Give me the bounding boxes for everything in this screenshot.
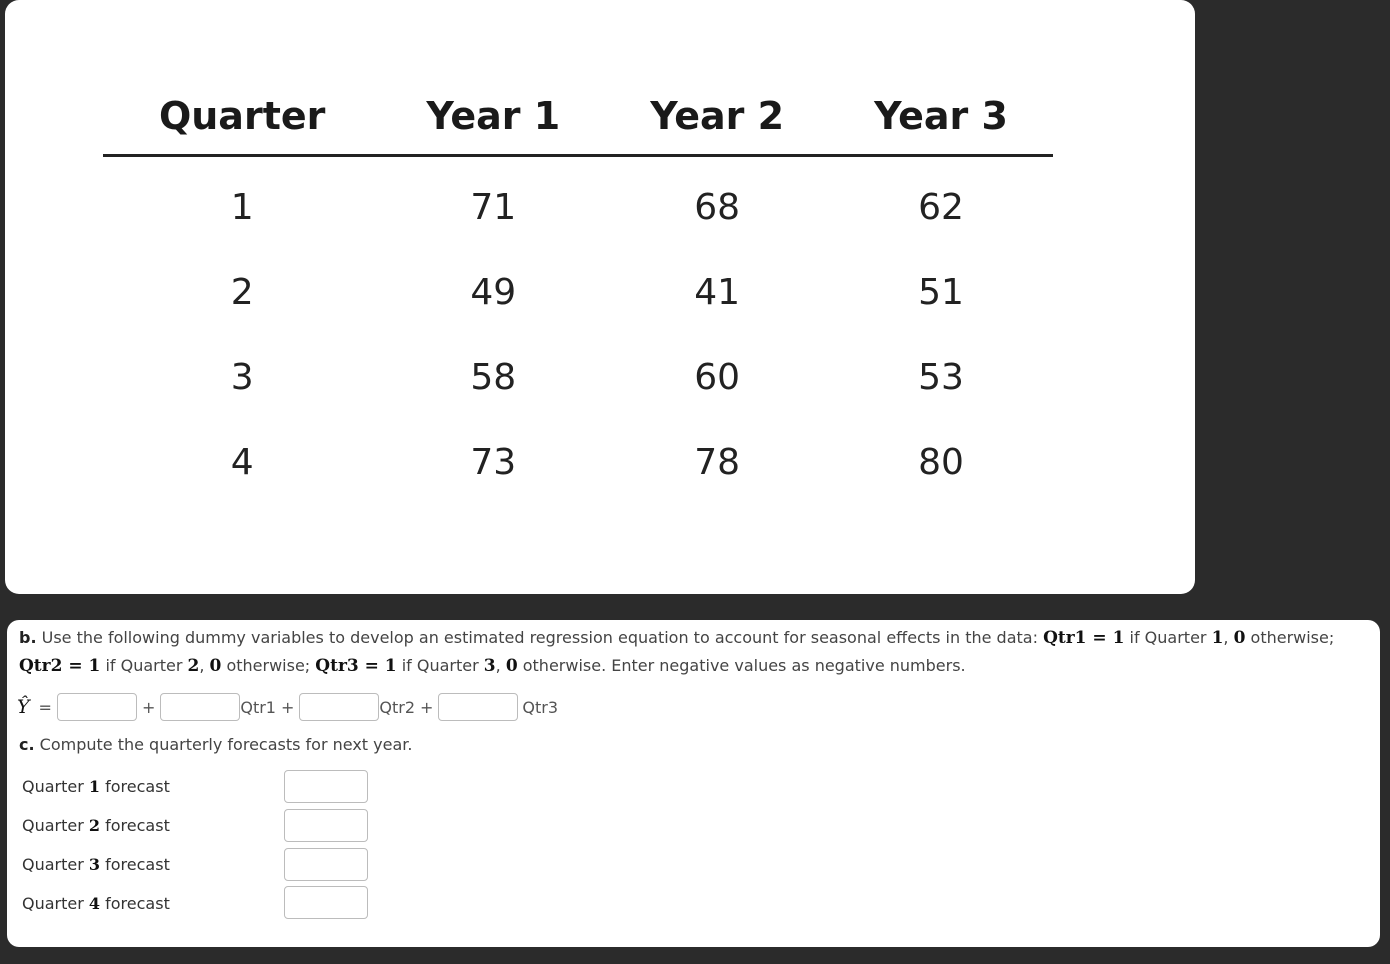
forecast-prefix: Quarter [22, 777, 89, 796]
forecast-quarter-number: 3 [88, 855, 101, 874]
part-c-instructions [19, 735, 412, 754]
qtr1-variable-label: Qtr1 [240, 697, 276, 717]
quarter-3-forecast-label [22, 855, 170, 874]
regression-equation-row [17, 691, 558, 723]
question-card [7, 620, 1380, 947]
zero-value: 0 [1233, 628, 1246, 648]
forecast-suffix: forecast [100, 816, 170, 835]
part-c-text: Compute the quarterly forecasts for next year. [34, 735, 413, 754]
comma: , [495, 656, 506, 675]
header-year-1: Year 1 [381, 78, 605, 156]
table-row [103, 165, 1053, 250]
quarter-2-forecast-label [22, 816, 170, 835]
table-cell: 41 [694, 272, 741, 313]
table-row [103, 335, 1053, 420]
table-cell: 68 [694, 187, 741, 228]
quarter-number: 1 [1211, 628, 1224, 648]
table-cell: 53 [918, 357, 964, 398]
part-c-label: c. [19, 735, 35, 754]
quarter-3-forecast-input[interactable] [284, 848, 368, 881]
table-cell: 3 [230, 357, 254, 398]
forecast-suffix: forecast [100, 894, 170, 913]
zero-value: 0 [505, 656, 518, 676]
forecast-prefix: Quarter [22, 816, 89, 835]
data-table-card [5, 0, 1195, 594]
forecast-prefix: Quarter [22, 855, 89, 874]
otherwise-text: otherwise. Enter negative values as negative numbers. [517, 656, 966, 675]
otherwise-text: otherwise; [1245, 628, 1335, 647]
header-year-2: Year 2 [605, 78, 829, 156]
quarter-1-forecast-input[interactable] [284, 770, 368, 803]
quarter-4-forecast-label [22, 894, 170, 913]
zero-value: 0 [209, 656, 222, 676]
header-quarter: Quarter [103, 78, 381, 156]
qtr3-variable-label: Qtr3 [522, 697, 559, 717]
qtr1-definition: Qtr1 = 1 [1043, 628, 1125, 648]
table-cell: 49 [470, 272, 517, 313]
if-quarter-text: if Quarter [396, 656, 484, 675]
table-row [103, 420, 1053, 505]
quarter-2-forecast-input[interactable] [284, 809, 368, 842]
comma: , [1223, 628, 1234, 647]
forecast-quarter-number: 2 [88, 816, 101, 835]
qtr1-coefficient-input[interactable] [160, 693, 240, 721]
intercept-input[interactable] [57, 693, 137, 721]
qtr3-coefficient-input[interactable] [438, 693, 518, 721]
table-cell: 62 [918, 187, 964, 228]
if-quarter-text: if Quarter [100, 656, 188, 675]
part-b-instructions-line-1 [19, 628, 1334, 648]
table-cell: 73 [470, 442, 517, 483]
table-cell: 2 [230, 272, 254, 313]
qtr3-definition: Qtr3 = 1 [315, 656, 397, 676]
table-cell: 51 [918, 272, 964, 313]
qtr2-definition: Qtr2 = 1 [19, 656, 101, 676]
table-cell: 1 [230, 187, 254, 228]
part-b-text: Use the following dummy variables to develop an estimated regression equation to account for seasonal effects in the data: [36, 628, 1044, 647]
comma: , [199, 656, 210, 675]
forecast-suffix: forecast [100, 855, 170, 874]
quarter-number: 2 [187, 656, 200, 676]
table-cell: 4 [230, 442, 254, 483]
plus-sign: + [420, 697, 434, 717]
otherwise-text: otherwise; [221, 656, 316, 675]
part-b-label: b. [19, 628, 37, 647]
table-cell: 71 [470, 187, 517, 228]
table-cell: 80 [918, 442, 964, 483]
qtr2-coefficient-input[interactable] [299, 693, 379, 721]
table-cell: 58 [470, 357, 517, 398]
quarter-4-forecast-input[interactable] [284, 886, 368, 919]
plus-sign: + [141, 697, 156, 717]
table-row [103, 250, 1053, 335]
part-b-instructions-line-2 [19, 656, 966, 676]
table-header-row [103, 78, 1053, 156]
forecast-suffix: forecast [100, 777, 170, 796]
quarter-1-forecast-label [22, 777, 170, 796]
equals-sign: = [38, 697, 52, 717]
y-hat-symbol: Ŷ [17, 696, 30, 718]
table-cell: 60 [694, 357, 741, 398]
forecast-quarter-number: 1 [88, 777, 101, 796]
qtr2-variable-label: Qtr2 [379, 697, 416, 717]
quarter-number: 3 [483, 656, 496, 676]
forecast-quarter-number: 4 [88, 894, 101, 913]
if-quarter-text: if Quarter [1124, 628, 1212, 647]
quarterly-data-table [103, 78, 1053, 505]
plus-sign: + [280, 697, 295, 717]
header-year-3: Year 3 [829, 78, 1053, 156]
table-cell: 78 [694, 442, 741, 483]
forecast-prefix: Quarter [22, 894, 89, 913]
